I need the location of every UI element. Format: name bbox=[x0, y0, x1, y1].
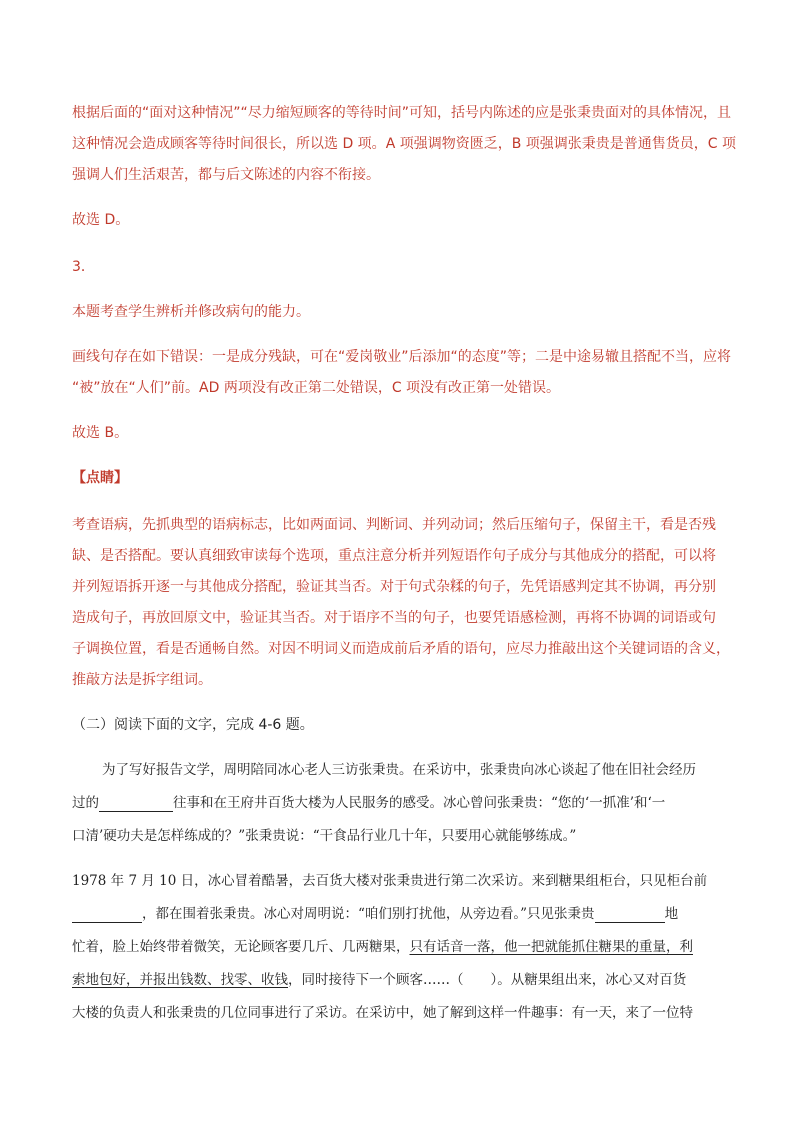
analysis-line-2: 这种情况会造成顾客等待时间很长，所以选 D 项。A 项强调物资匮乏，B 项强调张秉贵是普通售货员，C 项 bbox=[72, 136, 737, 152]
question-3-analysis-line-2: “被”放在“人们”前。AD 两项没有改正第二处错误，C 项没有改正第一处错误。 bbox=[72, 380, 561, 396]
passage-p1-line-3: 口清’硬功夫是怎样练成的？”张秉贵说：“干食品行业几十年，只要用心就能够练成。” bbox=[72, 828, 577, 844]
passage-p1-line-1: 为了写好报告文学，周明陪同冰心老人三访张秉贵。在采访中，张秉贵向冰心谈起了他在旧社会经历 bbox=[102, 762, 696, 778]
tip-line-4: 造成句子，再放回原文中，验证其当否。对于语序不当的句子，也要凭语感检测，再将不协调的词语或句 bbox=[72, 610, 716, 626]
underlined-sentence-part-1: 只有话音一落，他一把就能抓住糖果的重量，利 bbox=[409, 939, 693, 955]
fill-blank-2[interactable] bbox=[72, 908, 142, 923]
tip-line-6: 推敲方法是拆字组词。 bbox=[72, 672, 212, 688]
tip-line-3: 并列短语拆开逐一与其他成分搭配，验证其当否。对于句式杂糅的句子，先凭语感判定其不协调，再分别 bbox=[72, 579, 716, 595]
fill-blank-3[interactable] bbox=[595, 908, 665, 923]
passage-p2-line-1: 1978 年 7 月 10 日，冰心冒着酷暑，去百货大楼对张秉贵进行第二次采访。来到糖果组柜台，只见柜台前 bbox=[72, 873, 708, 889]
tip-line-1: 考查语病，先抓典型的语病标志，比如两面词、判断词、并列动词；然后压缩句子，保留主干，看是否残 bbox=[72, 517, 716, 533]
answer-line-q2: 故选 D。 bbox=[72, 212, 130, 228]
question-3-analysis-line-1: 画线句存在如下错误：一是成分残缺，可在“爱岗敬业”后添加“的态度”等；二是中途易辙且搭配不当，应将 bbox=[72, 349, 732, 365]
analysis-line-3: 强调人们生活艰苦，都与后文陈述的内容不衔接。 bbox=[72, 167, 380, 183]
passage-p2-line-4: 索地包好，并报出钱数、找零、收钱，同时接待下一个顾客……（ ）。从糖果组出来，冰心又对百货 bbox=[72, 972, 687, 988]
tip-line-5: 子调换位置，看是否通畅自然。对因不明词义而造成前后矛盾的语句，应尽力推敲出这个关键词语的含义， bbox=[72, 641, 730, 657]
analysis-line-1: 根据后面的“面对这种情况”“尽力缩短顾客的等待时间”可知，括号内陈述的应是张秉贵面对的具体情况，且 bbox=[72, 105, 732, 121]
underlined-sentence-part-2: 索地包好，并报出钱数、找零、收钱 bbox=[72, 972, 288, 988]
question-3-number: 3． bbox=[72, 259, 95, 275]
tip-line-2: 缺、是否搭配。要认真细致审读每个选项，重点注意分析并列短语作句子成分与其他成分的搭配，可以将 bbox=[72, 548, 716, 564]
answer-line-q3: 故选 B。 bbox=[72, 425, 129, 441]
passage-p1-line-2: 过的 往事和在王府井百货大楼为人民服务的感受。冰心曾问张秉贵：“您的‘一抓准’和‘一 bbox=[72, 795, 666, 811]
passage-p2-line-5: 大楼的负责人和张秉贵的几位同事进行了采访。在采访中，她了解到这样一件趣事：有一天，来了一位特 bbox=[72, 1005, 693, 1021]
passage-p2-line-2: ，都在围着张秉贵。冰心对周明说：“咱们别打扰他，从旁边看。”只见张秉贵 地 bbox=[72, 906, 678, 923]
tip-heading: 【点睛】 bbox=[72, 470, 128, 486]
fill-blank-1[interactable] bbox=[99, 797, 173, 812]
passage-p2-line-3: 忙着，脸上始终带着微笑，无论顾客要几斤、几两糖果，只有话音一落，他一把就能抓住糖果的重量，利 bbox=[72, 939, 693, 955]
question-3-intro: 本题考查学生辨析并修改病句的能力。 bbox=[72, 304, 310, 320]
section-2-heading: （二）阅读下面的文字，完成 4-6 题。 bbox=[72, 717, 314, 733]
